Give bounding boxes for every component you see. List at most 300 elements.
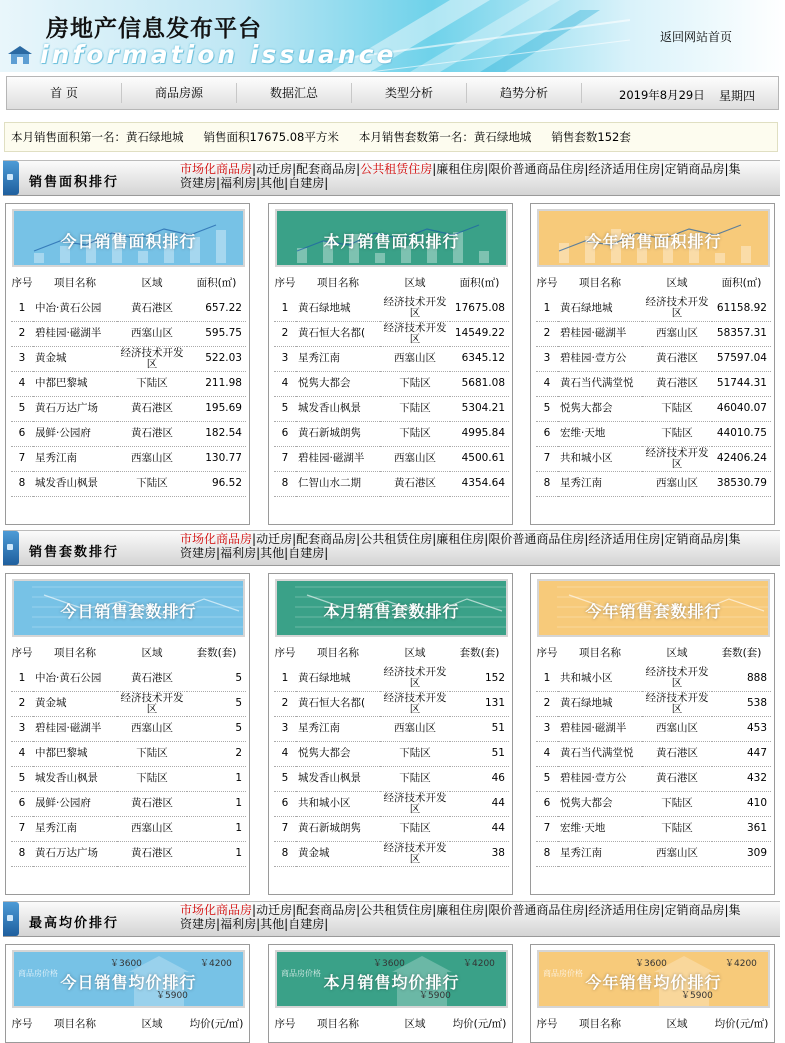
project-name-link[interactable]: 仁智山水二期: [296, 471, 380, 496]
project-name-link[interactable]: 黄石新城朗隽: [296, 816, 380, 841]
value-cell: 538: [712, 691, 771, 716]
ranking-banner: [275, 209, 508, 267]
column-header: 序号: [11, 1017, 33, 1030]
ranking-banner: [537, 579, 770, 637]
project-name-link[interactable]: 悦隽大都会: [296, 741, 380, 766]
table-row: [536, 396, 771, 421]
section-header-2: [3, 901, 780, 937]
filter-link[interactable]: 市场化商品房: [180, 532, 253, 546]
project-name-link[interactable]: 碧桂园·磁湖半: [558, 321, 642, 346]
value-cell: 42406.24: [712, 446, 771, 471]
filter-link[interactable]: 集资建房: [180, 162, 741, 190]
table-row: [11, 321, 246, 346]
filter-link[interactable]: 自建房: [288, 176, 325, 190]
current-weekday: 星期四: [719, 89, 756, 103]
column-header: 套数(套): [459, 646, 500, 659]
district-cell: 下陆区: [117, 471, 187, 496]
value-cell: 453: [712, 716, 771, 741]
rank-cell: 1: [536, 666, 558, 691]
rank-cell: 7: [11, 816, 33, 841]
rank-cell: 5: [536, 396, 558, 421]
project-name-link[interactable]: 星秀江南: [33, 446, 117, 471]
filter-link[interactable]: 定销商品房: [664, 903, 725, 917]
project-name-link[interactable]: 城发香山枫景: [33, 471, 117, 496]
ranking-table: [274, 270, 509, 497]
table-row: [11, 816, 246, 841]
banner-small-text: 商品房价格: [543, 969, 583, 978]
district-cell: 西塞山区: [642, 716, 712, 741]
project-name-link[interactable]: 悦隽大都会: [558, 396, 642, 421]
project-name-link[interactable]: 黄石绿地城: [558, 296, 642, 321]
district-cell: 经济技术开发区: [117, 346, 187, 371]
rank-cell: 2: [274, 691, 296, 716]
district-cell: 西塞山区: [117, 321, 187, 346]
filter-link[interactable]: 限价普通商品住房: [488, 162, 585, 176]
filter-link[interactable]: 配套商品房: [296, 532, 357, 546]
column-header: 均价(元/㎡): [189, 1017, 244, 1030]
ranking-caption: 今日销售面积排行: [60, 232, 197, 251]
project-name-link[interactable]: 悦隽大都会: [558, 791, 642, 816]
rank-cell: 8: [274, 841, 296, 866]
value-cell: 1: [187, 791, 246, 816]
rank-cell: 3: [11, 346, 33, 371]
table-row: [11, 766, 246, 791]
table-row: [11, 471, 246, 496]
column-header: 序号: [274, 1017, 296, 1030]
filter-link[interactable]: 公共租赁住房: [360, 162, 433, 176]
rank-cell: 7: [536, 816, 558, 841]
value-cell: 44: [450, 816, 509, 841]
value-cell: 309: [712, 841, 771, 866]
column-header: 区域: [141, 1017, 163, 1030]
district-cell: 下陆区: [117, 371, 187, 396]
table-row: [274, 766, 509, 791]
ranking-panel: [268, 203, 513, 525]
section-title: 销售套数排行: [29, 545, 120, 560]
value-cell: 195.69: [187, 396, 246, 421]
rank-cell: 4: [11, 741, 33, 766]
ranking-caption: 今年销售面积排行: [585, 232, 722, 251]
rank-cell: 5: [11, 396, 33, 421]
filter-link[interactable]: 自建房: [288, 917, 325, 931]
ranking-table: [11, 1011, 246, 1037]
value-cell: 58357.31: [712, 321, 771, 346]
column-header: 序号: [274, 646, 296, 659]
project-name-link[interactable]: 星秀江南: [558, 841, 642, 866]
project-name-link[interactable]: 黄石万达广场: [33, 396, 117, 421]
rank-cell: 3: [11, 716, 33, 741]
rank-cell: 6: [536, 421, 558, 446]
filter-link[interactable]: 福利房: [220, 546, 257, 560]
district-cell: 下陆区: [380, 766, 450, 791]
table-row: [536, 741, 771, 766]
filter-link[interactable]: 经济适用住房: [588, 903, 661, 917]
table-row: [274, 471, 509, 496]
ranking-caption: 今年销售套数排行: [585, 602, 722, 621]
project-name-link[interactable]: 碧桂园·磁湖半: [558, 716, 642, 741]
district-cell: 黄石港区: [117, 841, 187, 866]
ranking-caption: 今日销售套数排行: [60, 602, 197, 621]
column-header: 项目名称: [579, 646, 621, 659]
column-header: 项目名称: [54, 1017, 96, 1030]
district-cell: 经济技术开发区: [380, 841, 450, 866]
filter-link[interactable]: 其他: [260, 176, 285, 190]
ranking-table: [536, 1011, 771, 1037]
table-row: [274, 841, 509, 866]
table-row: [536, 321, 771, 346]
district-cell: 西塞山区: [642, 471, 712, 496]
project-name-link[interactable]: 黄石绿地城: [296, 666, 380, 691]
rank-cell: 7: [11, 446, 33, 471]
filter-link[interactable]: 其他: [260, 546, 285, 560]
ranking-banner: [275, 950, 508, 1008]
rank-cell: 1: [11, 666, 33, 691]
project-name-link[interactable]: 黄石绿地城: [296, 296, 380, 321]
filter-link[interactable]: 配套商品房: [296, 903, 357, 917]
count-top-text: 本月销售套数第一名：黄石绿地城: [358, 130, 532, 144]
value-cell: 888: [712, 666, 771, 691]
ranking-panel: [530, 573, 775, 895]
filter-link[interactable]: 集资建房: [180, 903, 741, 931]
project-name-link[interactable]: 黄石恒大名都(: [296, 691, 380, 716]
table-row: [274, 296, 509, 321]
section-title: 最高均价排行: [29, 916, 120, 931]
district-cell: 黄石港区: [117, 421, 187, 446]
project-name-link[interactable]: 星秀江南: [33, 816, 117, 841]
district-cell: 经济技术开发区: [642, 666, 712, 691]
table-row: [274, 321, 509, 346]
value-cell: 5: [187, 666, 246, 691]
project-name-link[interactable]: 碧桂园·磁湖半: [33, 321, 117, 346]
district-cell: 经济技术开发区: [380, 791, 450, 816]
nav-trend-analysis[interactable]: 趋势分析: [467, 83, 582, 103]
ranking-caption: 今日销售均价排行: [60, 973, 197, 992]
project-name-link[interactable]: 星秀江南: [558, 471, 642, 496]
ranking-panel: [530, 203, 775, 525]
ranking-panel: [5, 944, 250, 1043]
value-cell: 595.75: [187, 321, 246, 346]
filter-link[interactable]: 公共租赁住房: [360, 532, 433, 546]
column-header: 项目名称: [317, 276, 359, 289]
banner-small-text: 商品房价格: [18, 969, 58, 978]
column-header: 序号: [536, 646, 558, 659]
table-row: [274, 421, 509, 446]
district-cell: 西塞山区: [380, 346, 450, 371]
filter-link[interactable]: 集资建房: [180, 532, 741, 560]
project-name-link[interactable]: 共和城小区: [558, 666, 642, 691]
area-top-text: 本月销售面积第一名：黄石绿地城: [11, 130, 184, 144]
filter-link[interactable]: 动迁房: [256, 532, 293, 546]
column-header: 区域: [404, 646, 426, 659]
table-row: [11, 396, 246, 421]
site-subtitle: information issuance: [40, 40, 397, 69]
value-cell: 211.98: [187, 371, 246, 396]
column-header: 序号: [536, 1017, 558, 1030]
filter-link[interactable]: 动迁房: [256, 903, 293, 917]
column-header: 项目名称: [579, 276, 621, 289]
district-cell: 西塞山区: [642, 321, 712, 346]
filter-link[interactable]: 公共租赁住房: [360, 903, 433, 917]
value-cell: 51: [450, 716, 509, 741]
value-cell: 17675.08: [450, 296, 509, 321]
ranking-table: [11, 270, 246, 497]
district-cell: 下陆区: [642, 791, 712, 816]
table-row: [11, 741, 246, 766]
price-tag: ￥4200: [200, 959, 232, 969]
filter-link[interactable]: 动迁房: [256, 162, 293, 176]
project-name-link[interactable]: 中冶·黄石公园: [33, 296, 117, 321]
project-name-link[interactable]: 黄石新城朗隽: [296, 421, 380, 446]
table-row: [11, 446, 246, 471]
column-header: 序号: [274, 276, 296, 289]
nav-type-analysis[interactable]: 类型分析: [352, 83, 467, 103]
rank-cell: 6: [11, 421, 33, 446]
project-name-link[interactable]: 城发香山枫景: [33, 766, 117, 791]
project-name-link[interactable]: 共和城小区: [558, 446, 642, 471]
rank-cell: 2: [11, 321, 33, 346]
table-row: [11, 296, 246, 321]
district-cell: 黄石港区: [117, 396, 187, 421]
district-cell: 黄石港区: [117, 666, 187, 691]
filter-link[interactable]: 定销商品房: [664, 162, 725, 176]
price-tag: ￥4200: [463, 959, 495, 969]
filter-link[interactable]: 市场化商品房: [180, 162, 253, 176]
filter-link[interactable]: 经济适用住房: [588, 162, 661, 176]
value-cell: 130.77: [187, 446, 246, 471]
project-name-link[interactable]: 黄石当代满堂悦: [558, 371, 642, 396]
value-cell: 447: [712, 741, 771, 766]
ranking-banner: [12, 209, 245, 267]
ranking-banner: [537, 209, 770, 267]
value-cell: 1: [187, 841, 246, 866]
rank-cell: 7: [274, 816, 296, 841]
district-cell: 经济技术开发区: [380, 321, 450, 346]
column-header: 项目名称: [54, 646, 96, 659]
project-name-link[interactable]: 碧桂园·磁湖半: [296, 446, 380, 471]
filter-link[interactable]: 限价普通商品住房: [488, 903, 585, 917]
column-header: 区域: [666, 646, 688, 659]
project-name-link[interactable]: 悦隽大都会: [296, 371, 380, 396]
project-name-link[interactable]: 中都巴黎城: [33, 371, 117, 396]
filter-link[interactable]: 经济适用住房: [588, 532, 661, 546]
value-cell: 51744.31: [712, 371, 771, 396]
rank-cell: 5: [274, 396, 296, 421]
district-cell: 黄石港区: [380, 471, 450, 496]
price-tag: ￥5900: [681, 991, 713, 1001]
filter-link[interactable]: 廉租住房: [436, 532, 485, 546]
current-date: 2019年8月29日: [619, 88, 705, 102]
project-name-link[interactable]: 晟鲜·公园府: [33, 421, 117, 446]
filter-link[interactable]: 其他: [260, 917, 285, 931]
value-cell: 410: [712, 791, 771, 816]
ranking-panel: [268, 944, 513, 1043]
rank-cell: 6: [274, 791, 296, 816]
district-cell: 经济技术开发区: [642, 446, 712, 471]
value-cell: 61158.92: [712, 296, 771, 321]
value-cell: 44: [450, 791, 509, 816]
rank-cell: 1: [536, 296, 558, 321]
table-row: [11, 666, 246, 691]
filter-link[interactable]: 廉租住房: [436, 162, 485, 176]
value-cell: 38530.79: [712, 471, 771, 496]
district-cell: 下陆区: [642, 396, 712, 421]
value-cell: 14549.22: [450, 321, 509, 346]
rank-cell: 1: [274, 666, 296, 691]
table-row: [274, 346, 509, 371]
district-cell: 下陆区: [117, 766, 187, 791]
value-cell: 5681.08: [450, 371, 509, 396]
district-cell: 下陆区: [380, 421, 450, 446]
project-name-link[interactable]: 碧桂园·磁湖半: [33, 716, 117, 741]
rank-cell: 1: [274, 296, 296, 321]
project-name-link[interactable]: 晟鲜·公园府: [33, 791, 117, 816]
rank-cell: 7: [274, 446, 296, 471]
column-header: 序号: [11, 646, 33, 659]
project-name-link[interactable]: 中都巴黎城: [33, 741, 117, 766]
ranking-table: [274, 1011, 509, 1037]
district-cell: 西塞山区: [117, 816, 187, 841]
house-logo-icon: [6, 44, 34, 66]
site-title: 房地产信息发布平台: [46, 15, 262, 42]
value-cell: 5: [187, 691, 246, 716]
column-header: 序号: [536, 276, 558, 289]
project-name-link[interactable]: 宏维·天地: [558, 816, 642, 841]
value-cell: 1: [187, 766, 246, 791]
rank-cell: 7: [536, 446, 558, 471]
table-row: [274, 791, 509, 816]
table-row: [11, 716, 246, 741]
site-banner: [0, 0, 785, 72]
column-header: 区域: [404, 276, 426, 289]
column-header: 均价(元/㎡): [714, 1017, 769, 1030]
table-row: [11, 421, 246, 446]
filter-link[interactable]: 配套商品房: [296, 162, 357, 176]
nav-summary[interactable]: 数据汇总: [237, 83, 352, 103]
filter-link[interactable]: 福利房: [220, 176, 257, 190]
project-name-link[interactable]: 城发香山枫景: [296, 396, 380, 421]
rank-cell: 5: [274, 766, 296, 791]
price-tag: ￥4200: [725, 959, 757, 969]
filter-link[interactable]: 定销商品房: [664, 532, 725, 546]
price-tag: ￥3600: [635, 959, 667, 969]
filter-link[interactable]: 福利房: [220, 917, 257, 931]
project-name-link[interactable]: 星秀江南: [296, 716, 380, 741]
rank-cell: 1: [11, 296, 33, 321]
value-cell: 4500.61: [450, 446, 509, 471]
ranking-banner: [12, 579, 245, 637]
district-cell: 西塞山区: [380, 446, 450, 471]
project-name-link[interactable]: 中冶·黄石公园: [33, 666, 117, 691]
section-tab-icon: [3, 161, 19, 195]
district-cell: 黄石港区: [117, 296, 187, 321]
rank-cell: 2: [536, 321, 558, 346]
rank-cell: 8: [274, 471, 296, 496]
value-cell: 657.22: [187, 296, 246, 321]
project-name-link[interactable]: 城发香山枫景: [296, 766, 380, 791]
district-cell: 西塞山区: [642, 841, 712, 866]
rank-cell: 6: [536, 791, 558, 816]
filter-link[interactable]: 市场化商品房: [180, 903, 253, 917]
project-name-link[interactable]: 碧桂园·壹方公: [558, 766, 642, 791]
project-name-link[interactable]: 黄石万达广场: [33, 841, 117, 866]
table-row: [536, 791, 771, 816]
project-name-link[interactable]: 星秀江南: [296, 346, 380, 371]
table-row: [536, 371, 771, 396]
ranking-panel: [268, 573, 513, 895]
project-name-link[interactable]: 黄石当代满堂悦: [558, 741, 642, 766]
filter-links: 市场化商品房|动迁房|配套商品房|公共租赁住房|廉租住房|限价普通商品住房|经济适用住房|定销商品房|集资建房|福利房|其他|自建房|: [180, 162, 741, 190]
table-row: [536, 471, 771, 496]
rank-cell: 8: [536, 841, 558, 866]
table-row: [11, 371, 246, 396]
table-row: [274, 371, 509, 396]
project-name-link[interactable]: 碧桂园·壹方公: [558, 346, 642, 371]
rank-cell: 2: [274, 321, 296, 346]
project-name-link[interactable]: 宏维·天地: [558, 421, 642, 446]
value-cell: 4995.84: [450, 421, 509, 446]
rank-cell: 5: [536, 766, 558, 791]
project-name-link[interactable]: 黄金城: [33, 346, 117, 371]
project-name-link[interactable]: 共和城小区: [296, 791, 380, 816]
table-row: [11, 791, 246, 816]
rank-cell: 4: [11, 371, 33, 396]
project-name-link[interactable]: 黄金城: [296, 841, 380, 866]
rank-cell: 2: [11, 691, 33, 716]
column-header: 区域: [141, 646, 163, 659]
rank-cell: 4: [274, 741, 296, 766]
area-value-text: 销售面积17675.08平方米: [203, 130, 339, 144]
filter-link[interactable]: 限价普通商品住房: [488, 532, 585, 546]
rank-cell: 8: [11, 471, 33, 496]
price-tag: ￥3600: [373, 959, 405, 969]
ranking-panel: [5, 573, 250, 895]
value-cell: 432: [712, 766, 771, 791]
filter-link[interactable]: 廉租住房: [436, 903, 485, 917]
ranking-caption: 本月销售套数排行: [323, 602, 460, 621]
column-header: 套数(套): [721, 646, 762, 659]
table-row: [536, 841, 771, 866]
rank-cell: 3: [274, 346, 296, 371]
value-cell: 1: [187, 816, 246, 841]
value-cell: 96.52: [187, 471, 246, 496]
district-cell: 黄石港区: [642, 346, 712, 371]
value-cell: 51: [450, 741, 509, 766]
table-row: [536, 691, 771, 716]
column-header: 区域: [141, 276, 163, 289]
value-cell: 522.03: [187, 346, 246, 371]
district-cell: 经济技术开发区: [642, 296, 712, 321]
district-cell: 下陆区: [380, 396, 450, 421]
home-link[interactable]: 返回网站首页: [660, 30, 733, 44]
project-name-link[interactable]: 黄金城: [33, 691, 117, 716]
rank-cell: 3: [274, 716, 296, 741]
rank-cell: 8: [536, 471, 558, 496]
nav-home[interactable]: 首 页: [7, 83, 122, 103]
project-name-link[interactable]: 黄石恒大名都(: [296, 321, 380, 346]
project-name-link[interactable]: 黄石绿地城: [558, 691, 642, 716]
ranking-banner: [275, 579, 508, 637]
filter-link[interactable]: 自建房: [288, 546, 325, 560]
district-cell: 西塞山区: [117, 446, 187, 471]
ranking-table: [536, 270, 771, 497]
value-cell: 152: [450, 666, 509, 691]
ranking-panel: [530, 944, 775, 1043]
nav-listings[interactable]: 商品房源: [122, 83, 237, 103]
rank-cell: 4: [274, 371, 296, 396]
table-row: [11, 691, 246, 716]
district-cell: 下陆区: [380, 741, 450, 766]
column-header: 面积(㎡): [459, 276, 500, 289]
